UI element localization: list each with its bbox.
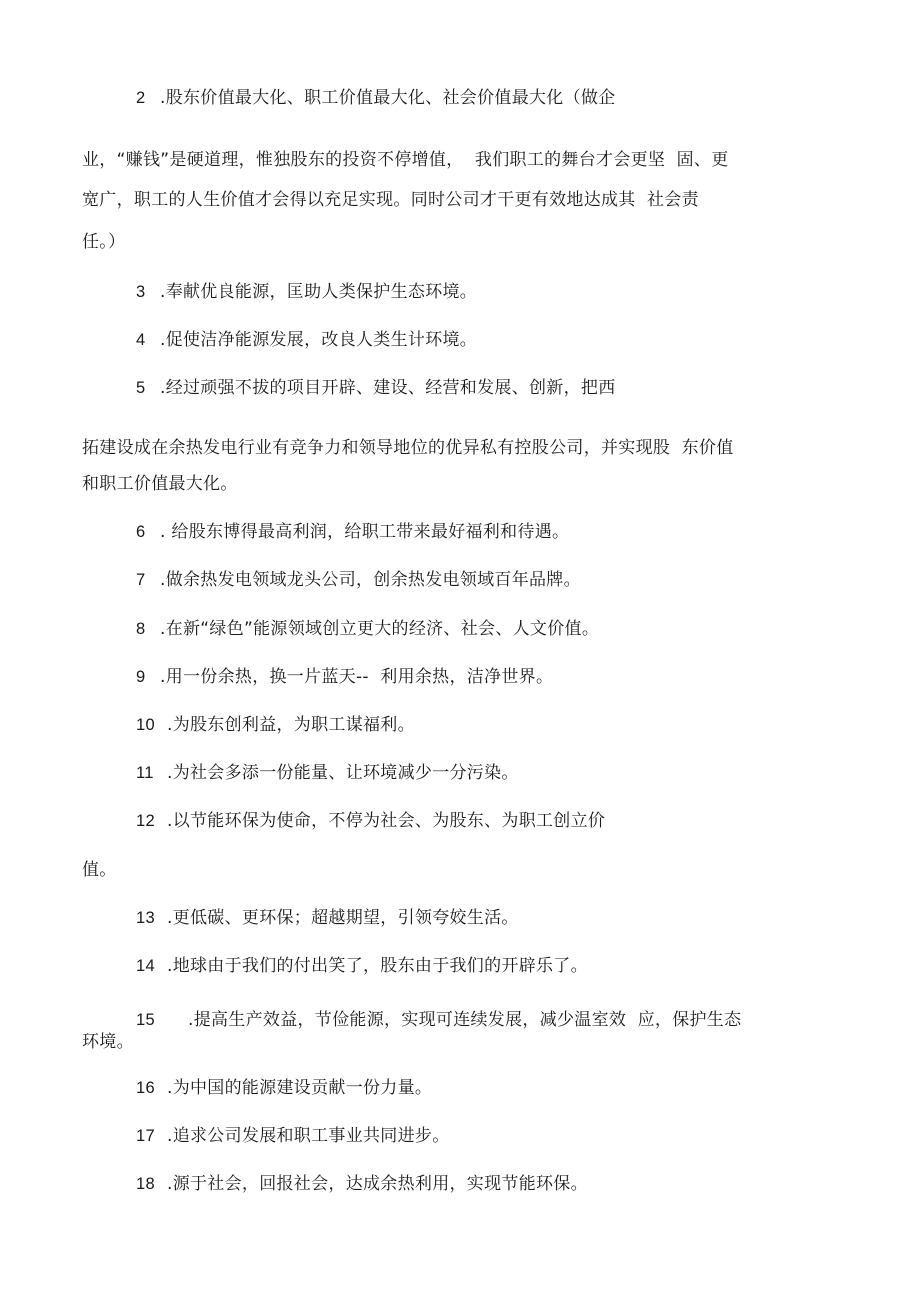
item-text-5: .经过顽强不拔的项目开辟、建设、经营和发展、创新，把西 (160, 378, 616, 398)
item-text-13: .更低碳、更环保；超越期望，引领夸姣生活。 (167, 908, 519, 928)
item-number-18: 18 (136, 1175, 155, 1193)
item-text-6: . 给股东博得最高利润，给职工带来最好福利和待遇。 (160, 522, 570, 542)
continuation-line: 宽广，职工的人生价值才会得以充足实现。同时公司才干更有效地达成其 社会责 (82, 190, 699, 210)
item-number-8: 8 (136, 620, 146, 638)
item-text-10: .为股东创利益，为职工谋福利。 (167, 715, 415, 735)
item-number-12: 12 (136, 812, 155, 830)
continuation-line: 任。） (82, 232, 126, 252)
continuation-line: 和职工价值最大化。 (82, 474, 238, 494)
item-text-2: .股东价值最大化、职工价值最大化、社会价值最大化（做企 (160, 88, 616, 108)
item-number-5: 5 (136, 379, 146, 397)
item-text-9: .用一份余热，换一片蓝天-- 利用余热，洁净世界。 (160, 667, 554, 687)
item-text-14: .地球由于我们的付出笑了，股东由于我们的开辟乐了。 (167, 956, 588, 976)
item-text-7: .做余热发电领域龙头公司，创余热发电领域百年品牌。 (160, 570, 581, 590)
item-text-16: .为中国的能源建设贡献一份力量。 (167, 1078, 433, 1098)
item-text-8: .在新“绿色”能源领域创立更大的经济、社会、人文价值。 (160, 619, 600, 639)
item-number-10: 10 (136, 716, 155, 734)
item-number-14: 14 (136, 957, 155, 975)
item-number-4: 4 (136, 331, 146, 349)
item-number-2: 2 (136, 89, 146, 107)
item-text-15: .提高生产效益，节俭能源，实现可连续发展，减少温室效 应，保护生态 (188, 1010, 742, 1030)
item-number-3: 3 (136, 283, 146, 301)
item-number-13: 13 (136, 909, 155, 927)
item-number-9: 9 (136, 668, 146, 686)
item-text-4: .促使洁净能源发展，改良人类生计环境。 (160, 330, 478, 350)
item-number-7: 7 (136, 571, 146, 589)
item-number-15: 15 (136, 1011, 155, 1029)
item-number-16: 16 (136, 1079, 155, 1097)
item-text-12: .以节能环保为使命，不停为社会、为股东、为职工创立价 (167, 811, 606, 831)
continuation-line: 拓建设成在余热发电行业有竞争力和领导地位的优异私有控股公司，并实现股 东价值 (82, 438, 734, 458)
continuation-line: 值。 (82, 860, 117, 880)
item-text-18: .源于社会，回报社会，达成余热利用，实现节能环保。 (167, 1174, 588, 1194)
item-text-17: .追求公司发展和职工事业共同进步。 (167, 1126, 450, 1146)
item-number-17: 17 (136, 1127, 155, 1145)
item-text-3: .奉献优良能源，匡助人类保护生态环境。 (160, 282, 478, 302)
item-number-6: 6 (136, 523, 146, 541)
item-text-11: .为社会多添一份能量、让环境减少一分污染。 (167, 763, 519, 783)
item-number-11: 11 (136, 764, 154, 782)
continuation-line: 业，“赚钱”是硬道理，惟独股东的投资不停增值， 我们职工的舞台才会更坚 固、更 (82, 150, 729, 170)
continuation-line: 环境。 (82, 1032, 134, 1052)
